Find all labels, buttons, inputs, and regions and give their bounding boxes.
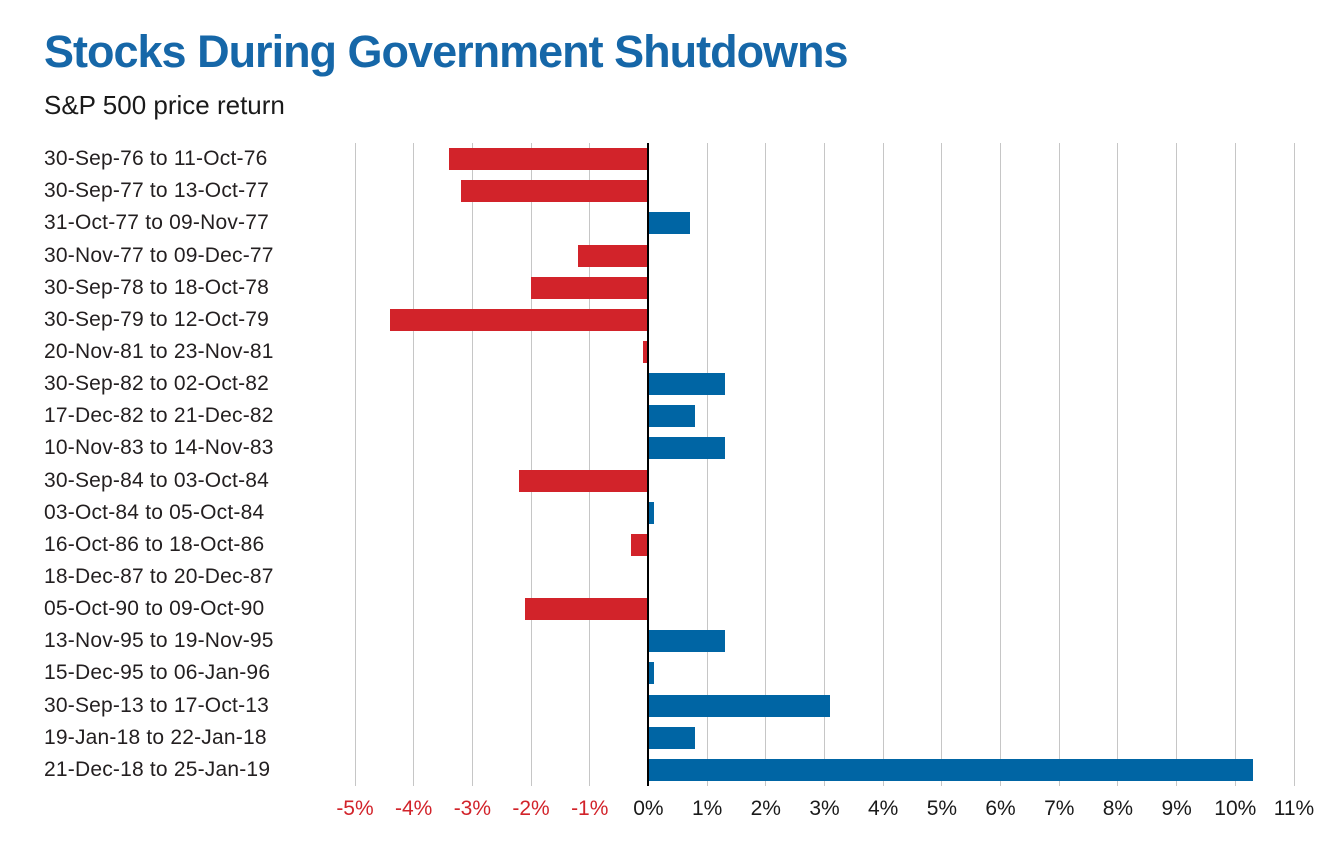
gridline-11pct <box>1294 143 1295 786</box>
category-label: 31-Oct-77 to 09-Nov-77 <box>44 211 270 235</box>
bar-31-Oct-77 to 09-Nov-77 <box>648 212 689 234</box>
category-label: 19-Jan-18 to 22-Jan-18 <box>44 725 267 749</box>
gridline--3pct <box>472 143 473 786</box>
x-tick-label: -5% <box>336 797 374 820</box>
x-tick-label: 0% <box>633 797 664 820</box>
x-tick-label: -4% <box>395 797 433 820</box>
bar-10-Nov-83 to 14-Nov-83 <box>648 437 724 459</box>
category-label: 30-Nov-77 to 09-Dec-77 <box>44 243 274 267</box>
bar-21-Dec-18 to 25-Jan-19 <box>648 759 1252 781</box>
category-label: 15-Dec-95 to 06-Jan-96 <box>44 661 271 685</box>
gridline--1pct <box>589 143 590 786</box>
x-tick-label: -1% <box>571 797 609 820</box>
category-label: 30-Sep-78 to 18-Oct-78 <box>44 275 270 299</box>
x-tick-label: -2% <box>512 797 550 820</box>
category-label: 20-Nov-81 to 23-Nov-81 <box>44 339 274 363</box>
x-tick-label: 1% <box>691 797 723 820</box>
category-label: 30-Sep-84 to 03-Oct-84 <box>44 468 270 492</box>
zero-axis-line <box>647 143 649 786</box>
bar-30-Sep-79 to 12-Oct-79 <box>390 309 648 331</box>
bar-05-Oct-90 to 09-Oct-90 <box>525 598 648 620</box>
chart-subtitle: S&P 500 price return <box>44 90 285 120</box>
category-label: 30-Sep-82 to 02-Oct-82 <box>44 372 270 396</box>
x-tick-label: 5% <box>926 797 958 820</box>
x-tick-label: 8% <box>1102 797 1134 820</box>
category-label: 17-Dec-82 to 21-Dec-82 <box>44 404 274 428</box>
x-tick-label: 2% <box>750 797 781 820</box>
bar-30-Sep-82 to 02-Oct-82 <box>648 373 724 395</box>
gridline-7pct <box>1059 143 1060 786</box>
x-tick-label: 3% <box>809 797 840 820</box>
category-label: 03-Oct-84 to 05-Oct-84 <box>44 500 265 524</box>
gridline-5pct <box>941 143 942 786</box>
gridline-8pct <box>1117 143 1118 786</box>
x-tick-label: 9% <box>1161 797 1192 820</box>
gridline--2pct <box>531 143 532 786</box>
category-label: 18-Dec-87 to 20-Dec-87 <box>44 565 274 588</box>
bar-30-Sep-78 to 18-Oct-78 <box>531 277 648 299</box>
bar-16-Oct-86 to 18-Oct-86 <box>631 534 649 556</box>
x-tick-label: -3% <box>453 797 492 820</box>
bar-17-Dec-82 to 21-Dec-82 <box>648 405 695 427</box>
gridline-3pct <box>824 143 825 786</box>
category-label: 10-Nov-83 to 14-Nov-83 <box>44 436 274 460</box>
x-tick-label: 10% <box>1214 797 1257 820</box>
bar-30-Nov-77 to 09-Dec-77 <box>578 245 648 267</box>
gridline-9pct <box>1176 143 1177 786</box>
category-label: 30-Sep-79 to 12-Oct-79 <box>44 307 270 331</box>
x-tick-label: 11% <box>1273 797 1315 820</box>
bar-30-Sep-84 to 03-Oct-84 <box>519 470 648 492</box>
gridline-1pct <box>707 143 708 786</box>
category-label: 30-Sep-76 to 11-Oct-76 <box>44 147 268 171</box>
gridline-2pct <box>765 143 766 786</box>
category-label: 05-Oct-90 to 09-Oct-90 <box>44 597 265 621</box>
gridline-6pct <box>1000 143 1001 786</box>
bar-13-Nov-95 to 19-Nov-95 <box>648 630 724 652</box>
x-tick-label: 6% <box>985 797 1016 820</box>
bar-30-Sep-76 to 11-Oct-76 <box>449 148 649 170</box>
bar-30-Sep-77 to 13-Oct-77 <box>461 180 649 202</box>
gridline-4pct <box>883 143 884 786</box>
gridline--4pct <box>413 143 414 786</box>
gridline--5pct <box>355 143 356 786</box>
category-label: 30-Sep-13 to 17-Oct-13 <box>44 693 270 717</box>
gridline-10pct <box>1235 143 1236 786</box>
category-label: 21-Dec-18 to 25-Jan-19 <box>44 757 271 781</box>
bar-30-Sep-13 to 17-Oct-13 <box>648 695 830 717</box>
x-tick-label: 7% <box>1044 797 1075 820</box>
chart-title: Stocks During Government Shutdowns <box>44 26 848 77</box>
category-label: 13-Nov-95 to 19-Nov-95 <box>44 629 274 653</box>
bar-19-Jan-18 to 22-Jan-18 <box>648 727 695 749</box>
category-label: 30-Sep-77 to 13-Oct-77 <box>44 179 270 203</box>
x-tick-label: 4% <box>868 797 899 820</box>
category-label: 16-Oct-86 to 18-Oct-86 <box>44 532 265 556</box>
